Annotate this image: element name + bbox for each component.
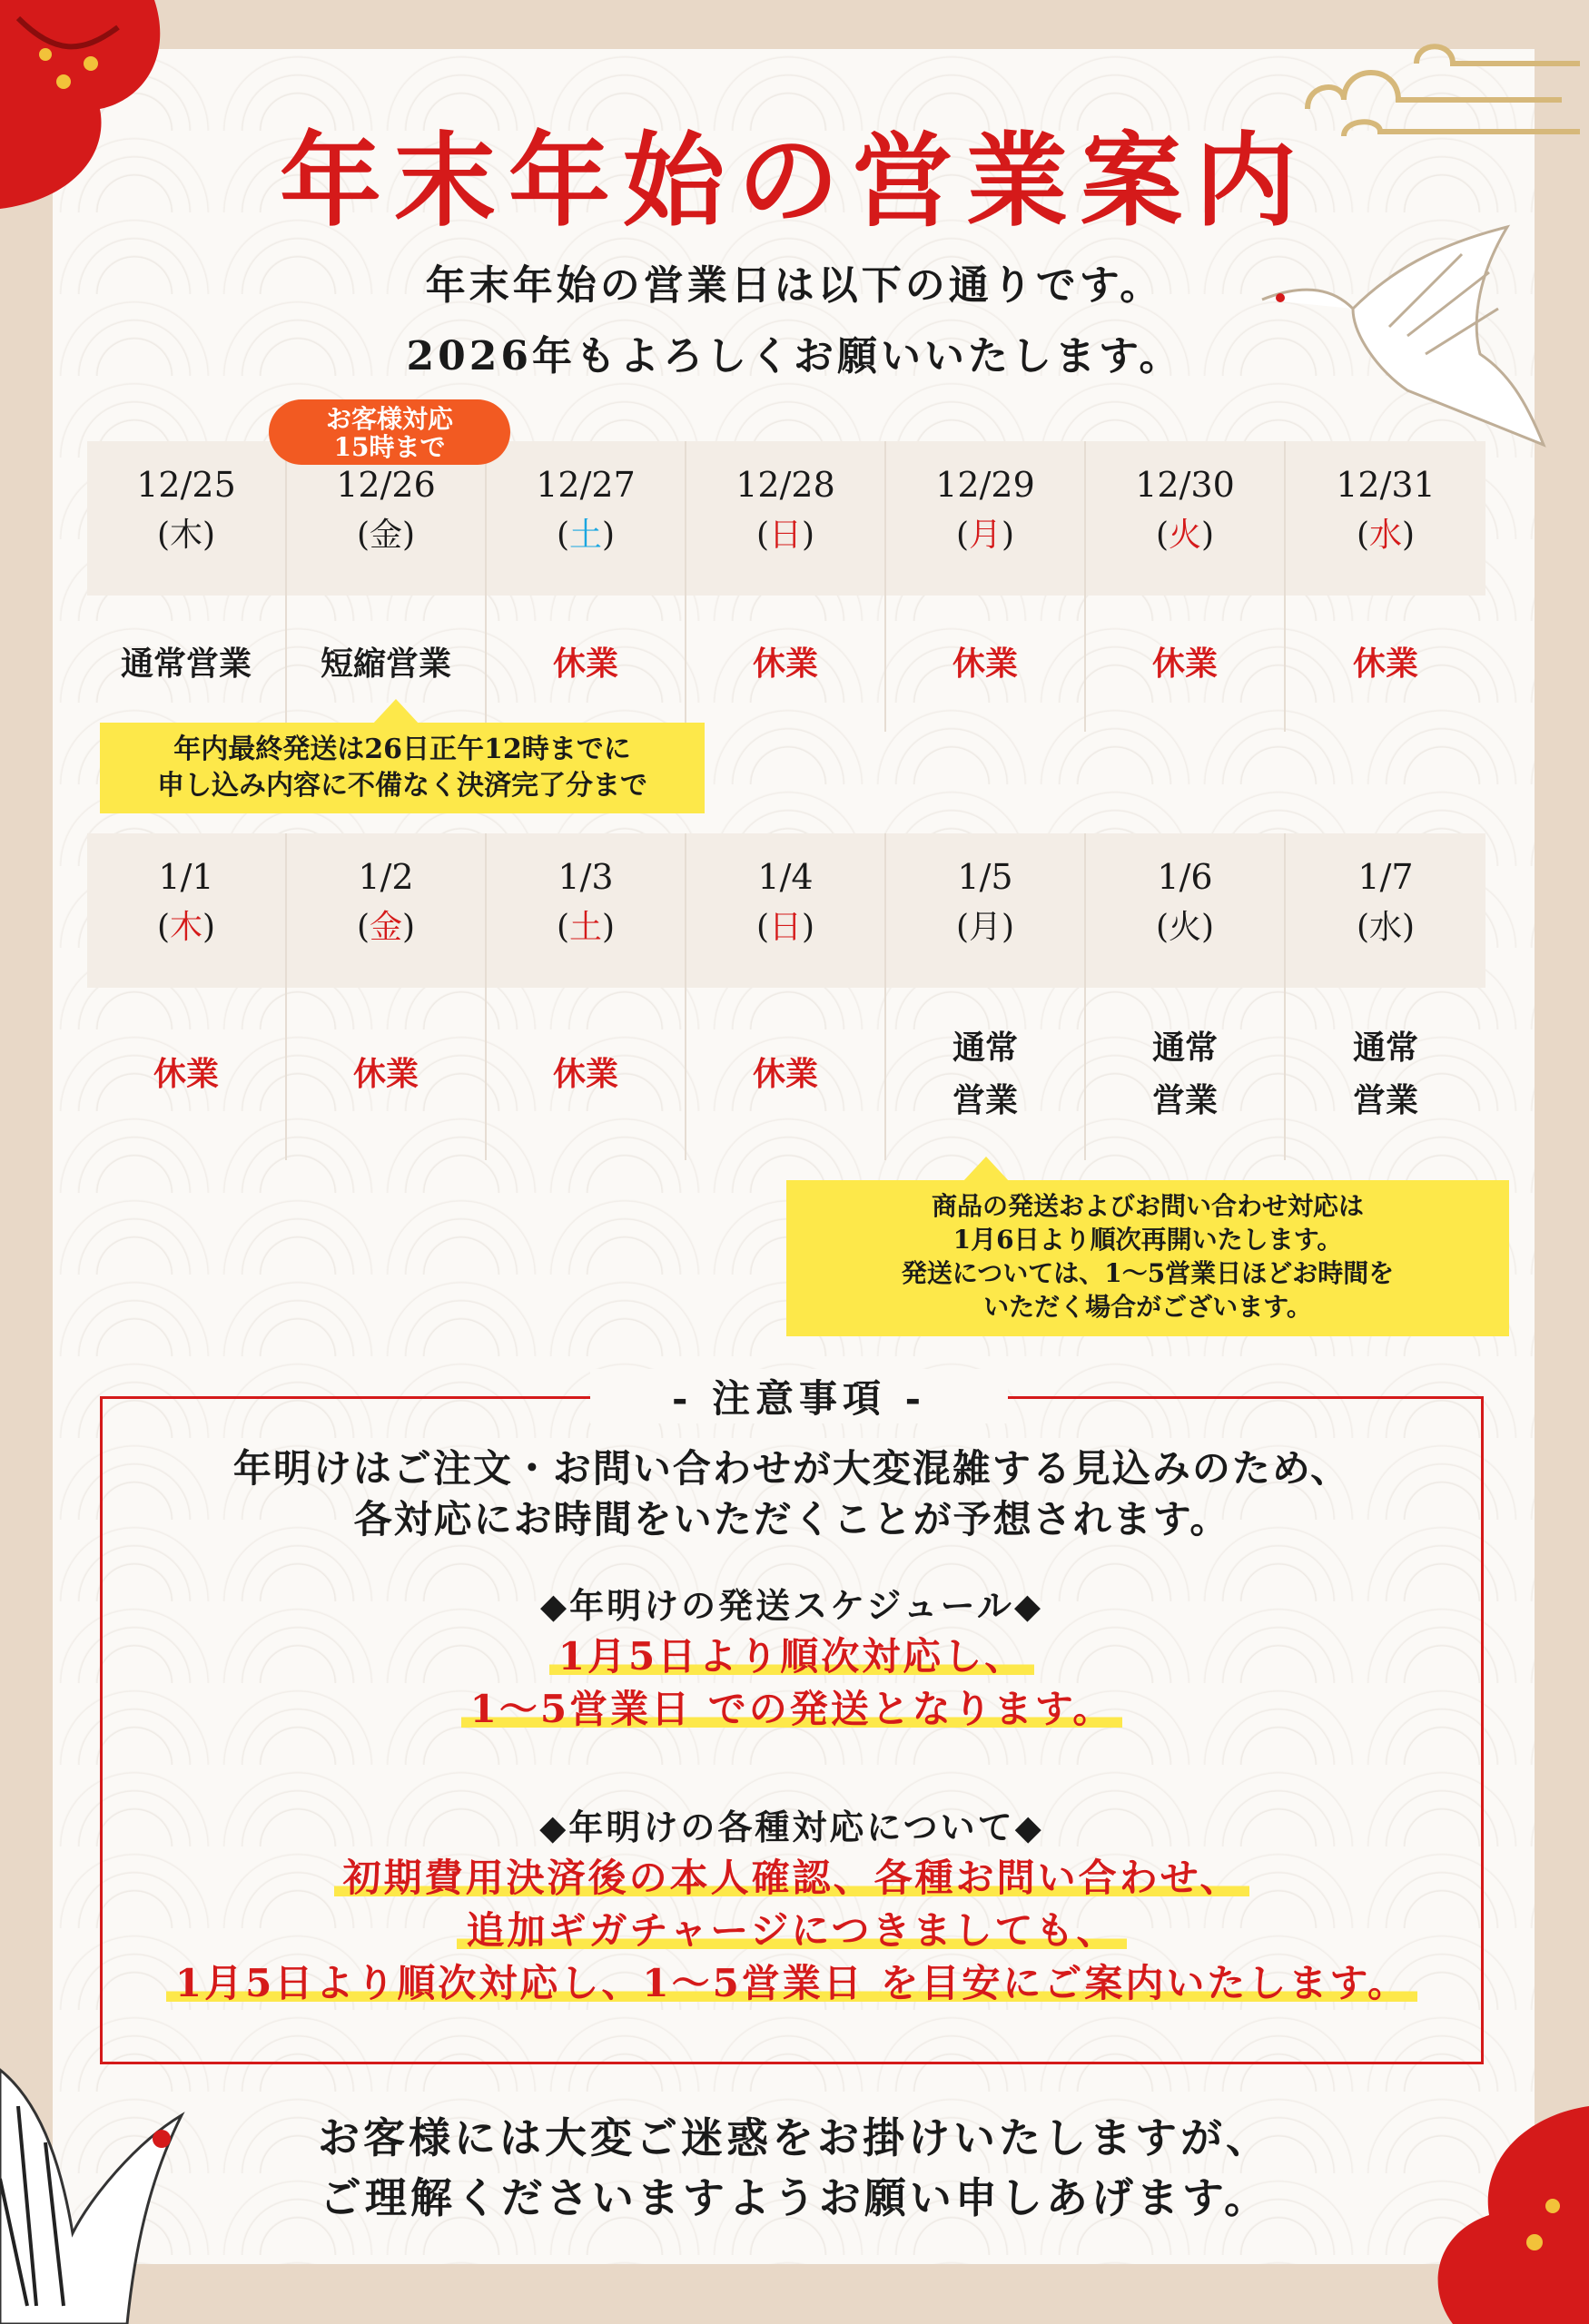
status-cell: 休業 <box>287 988 487 1160</box>
status-cell: 休業 <box>487 988 686 1160</box>
status-cell: 休業 <box>487 596 686 732</box>
date-cell: 12/27 (土) <box>487 441 686 596</box>
shipping-schedule-lines: 1月5日より順次対応し、 1～5営業日 での発送となります。 <box>100 1630 1484 1736</box>
page-title: 年末年始の営業案内 <box>280 122 1309 241</box>
status-cell: 通常 営業 <box>1086 988 1286 1160</box>
date-cell: 1/5 (月) <box>886 833 1086 988</box>
date-cell: 12/26 (金) <box>287 441 487 596</box>
date-cell: 12/29 (月) <box>886 441 1086 596</box>
status-cell: 休業 <box>1086 596 1286 732</box>
calendar-dates-january <box>87 833 1485 988</box>
status-cell: 休業 <box>1352 645 1418 683</box>
date-cell: 1/7 (水) <box>1356 857 1416 946</box>
note-pointer <box>962 1157 1010 1182</box>
date-cell: 12/30 (火) <box>1086 441 1286 596</box>
date-cell: 12/28 (日) <box>686 441 886 596</box>
status-cell: 通常営業 <box>87 596 287 732</box>
note-pointer <box>372 699 419 724</box>
resume-service-note: 商品の発送およびお問い合わせ対応は 1月6日より順次再開いたします。 発送については、1～5営業日ほどお時間を いただく場合がございます。 <box>786 1180 1509 1336</box>
shipping-deadline-note: 年内最終発送は26日正午12時までに 申し込み内容に不備なく決済完了分まで <box>100 723 705 813</box>
date-cell: 1/3 (土) <box>487 833 686 988</box>
status-cell: 通常 営業 <box>1352 1029 1418 1119</box>
support-heading: ◆年明けの各種対応について◆ <box>539 1807 1044 1847</box>
intro-line-1: 年末年始の営業日は以下の通りです。 <box>425 262 1164 309</box>
date-cell: 1/4 (日) <box>686 833 886 988</box>
status-cell: 通常 営業 <box>886 988 1086 1160</box>
date-cell: 12/31 (水) <box>1336 465 1436 554</box>
status-cell: 休業 <box>886 596 1086 732</box>
date-cell: 1/6 (火) <box>1086 833 1286 988</box>
status-cell: 休業 <box>686 596 886 732</box>
notice-title: - 注意事項 - <box>590 1369 1008 1423</box>
calendar-status-december <box>87 596 1485 732</box>
intro-line-2: 2026年もよろしくお願いいたします。 <box>406 333 1183 379</box>
calendar-status-january <box>87 988 1485 1160</box>
status-cell: 休業 <box>87 988 287 1160</box>
closing-message: お客様には大変ご迷惑をお掛けいたしますが、 ご理解くださいますようお願い申しあげます。 <box>318 2113 1271 2222</box>
date-cell: 1/2 (金) <box>287 833 487 988</box>
status-cell: 短縮営業 <box>287 596 487 732</box>
date-cell: 12/25 (木) <box>87 441 287 596</box>
notice-body: 年明けはご注文・お問い合わせが大変混雑する見込みのため、 各対応にお時間をいただくことが予想されます。 <box>232 1446 1351 1541</box>
support-lines: 初期費用決済後の本人確認、各種お問い合わせ、 追加ギガチャージにつきましても、 1月5日より順次対応し、1～5営業日 を目安にご案内いたします。 <box>100 1852 1484 2010</box>
date-cell: 1/1 (木) <box>87 833 287 988</box>
shipping-schedule-heading: ◆年明けの発送スケジュール◆ <box>539 1585 1044 1626</box>
hours-badge: お客様対応 15時まで <box>269 399 510 465</box>
status-cell: 休業 <box>686 988 886 1160</box>
